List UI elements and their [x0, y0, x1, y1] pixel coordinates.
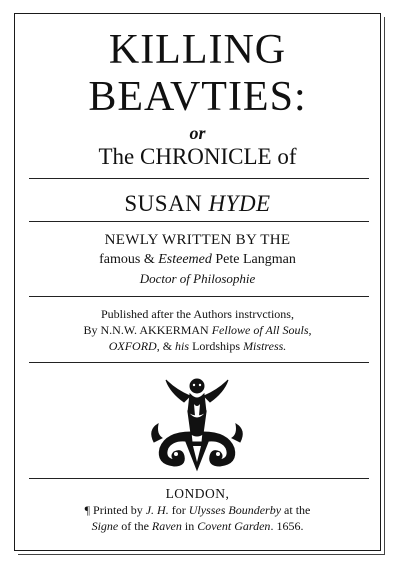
printer-initials: J. H. [145, 503, 169, 517]
author-name: Pete Langman [211, 252, 296, 267]
in-text: in [181, 519, 198, 533]
title-or: or [189, 123, 206, 143]
mistress-text: Mistress. [243, 339, 287, 353]
oxford-line [14, 338, 381, 354]
fellowe-text: Fellowe of All Souls, [211, 323, 312, 337]
at-the-text: at the [281, 503, 311, 517]
rule [29, 478, 369, 479]
rule [29, 296, 369, 297]
bookseller-name: Ulysses Bounderby [188, 503, 282, 517]
newly-written: NEWLY WRITTEN BY THE [104, 232, 291, 248]
imprint-line-1 [14, 502, 381, 518]
his-text: his [175, 339, 190, 353]
pilcrow-icon: ¶ [84, 503, 91, 517]
by-text: By N.N.W. AKKERMAN [83, 323, 212, 337]
title-line-3: The CHRONICLE of [98, 144, 297, 169]
rule [29, 178, 369, 179]
oxford-text: OXFORD [108, 339, 157, 353]
famous-line [14, 251, 381, 269]
rule [29, 221, 369, 222]
title-susan: SUSAN [124, 191, 203, 216]
title-susan-hyde [14, 190, 381, 218]
esteemed-text: Esteemed [158, 252, 212, 267]
raven-text: Raven [151, 519, 182, 533]
imprint-line-2 [14, 518, 381, 534]
covent-garden-text: Covent Garden [197, 519, 271, 533]
year-text: . 1656. [270, 519, 304, 533]
by-line [14, 322, 381, 338]
title-line-2: BEAVTIES: [88, 74, 307, 120]
rule [29, 362, 369, 363]
lordships-text: Lordships [189, 339, 244, 353]
of-the-text: of the [118, 519, 152, 533]
doctor-line: Doctor of Philosophie [139, 271, 256, 286]
mermaid-woodcut-icon [146, 372, 248, 472]
signe-text: Signe [91, 519, 119, 533]
famous-text: famous & [99, 252, 159, 267]
printed-text: Printed by [90, 503, 146, 517]
published-line: Published after the Authors instrvctions, [101, 307, 294, 321]
for-text: for [168, 503, 189, 517]
title-hyde: HYDE [208, 191, 271, 216]
title-line-1: KILLING [108, 27, 287, 73]
imprint-london: LONDON, [165, 486, 230, 501]
amp-text: , & [156, 339, 176, 353]
